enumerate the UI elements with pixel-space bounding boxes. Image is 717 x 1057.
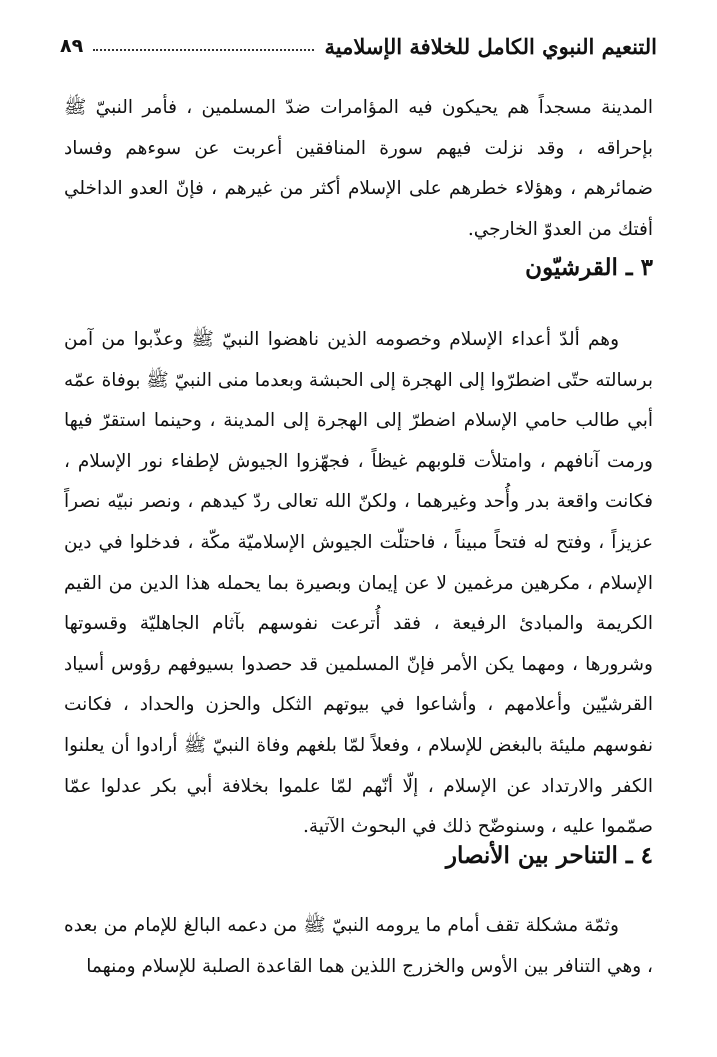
page-header [60, 28, 657, 64]
section-heading-ansar-rivalry: ٤ ـ التناحر بين الأنصار [445, 842, 653, 869]
paragraph-qurayshites [64, 320, 653, 848]
paragraph-text: وهم ألدّ أعداء الإسلام وخصومه الذين ناهضوا النبيّ ﷺ وعذّبوا من آمن برسالته حتّى اضطرّوا إلى الهجرة إلى الحبشة وبعدما منى النبيّ ﷺ بوفاة عمّه أبي طالب حامي الإسلام اضطرّ إلى الهجرة إلى المدينة ، وحينما استقرّ فيها ورمت آنافهم ، وامتلأت قلوبهم غيظاً ، فجهّزوا الجيوش لإطفاء نور الإسلام ، فكانت واقعة بدر وأُحد وغيرهما ، ولكنّ الله تعالى ردّ كيدهم ، ونصر نبيّه نصراً عزيزاً ، وفتح له فتحاً مبيناً ، فاحتلّت الجيوش الإسلاميّة مكّة ، فدخلوا في دين الإسلام ، مكرهين مرغمين لا عن إيمان وبصيرة بما يحمله هذا الدين من القيم الكريمة والمبادئ الرفيعة ، فقد أُترعت نفوسهم بآثام الجاهليّة وقسوتها وشرورها ، ومهما يكن الأمر فإنّ المسلمين قد حصدوا بسيوفهم رؤوس أسياد القرشيّين وأعلامهم ، وأشاعوا في بيوتهم الثكل والحزن والحداد ، فكانت نفوسهم مليئة بالبغض للإسلام ، وفعلاً لمّا بلغهم وفاة النبيّ ﷺ أرادوا أن يعلنوا الكفر والارتداد عن الإسلام ، إلّا أنّهم لمّا علموا بخلافة أبي بكر عدلوا عمّا صمّموا عليه ، وسنوضّح ذلك في البحوث الآتية. [64, 329, 653, 838]
paragraph-text: وثمّة مشكلة تقف أمام ما يرومه النبيّ ﷺ من دعمه البالغ للإمام من بعده ، وهي التنافر بين الأوس والخزرج اللذين هما القاعدة الصلبة للإسلام ومنهما [64, 915, 653, 977]
running-title: التنعيم النبوي الكامل للخلافة الإسلامية [324, 33, 657, 59]
paragraph-hypocrites-continued [64, 88, 653, 250]
paragraph-text: المدينة مسجداً هم يحيكون فيه المؤامرات ضدّ المسلمين ، فأمر النبيّ ﷺ بإحراقه ، وقد نزلت فيهم سورة المنافقين أعربت عن سوءهم وفساد ضمائرهم ، وهؤلاء خطرهم على الإسلام أكثر من غيرهم ، فإنّ العدو الداخلي أفتك من العدوّ الخارجي. [64, 97, 653, 240]
paragraph-ansar-rivalry [64, 906, 653, 987]
dotted-leader [93, 49, 314, 51]
page-number: ٨٩ [60, 35, 84, 57]
section-heading-qurayshites: ٣ ـ القرشيّون [525, 254, 653, 281]
